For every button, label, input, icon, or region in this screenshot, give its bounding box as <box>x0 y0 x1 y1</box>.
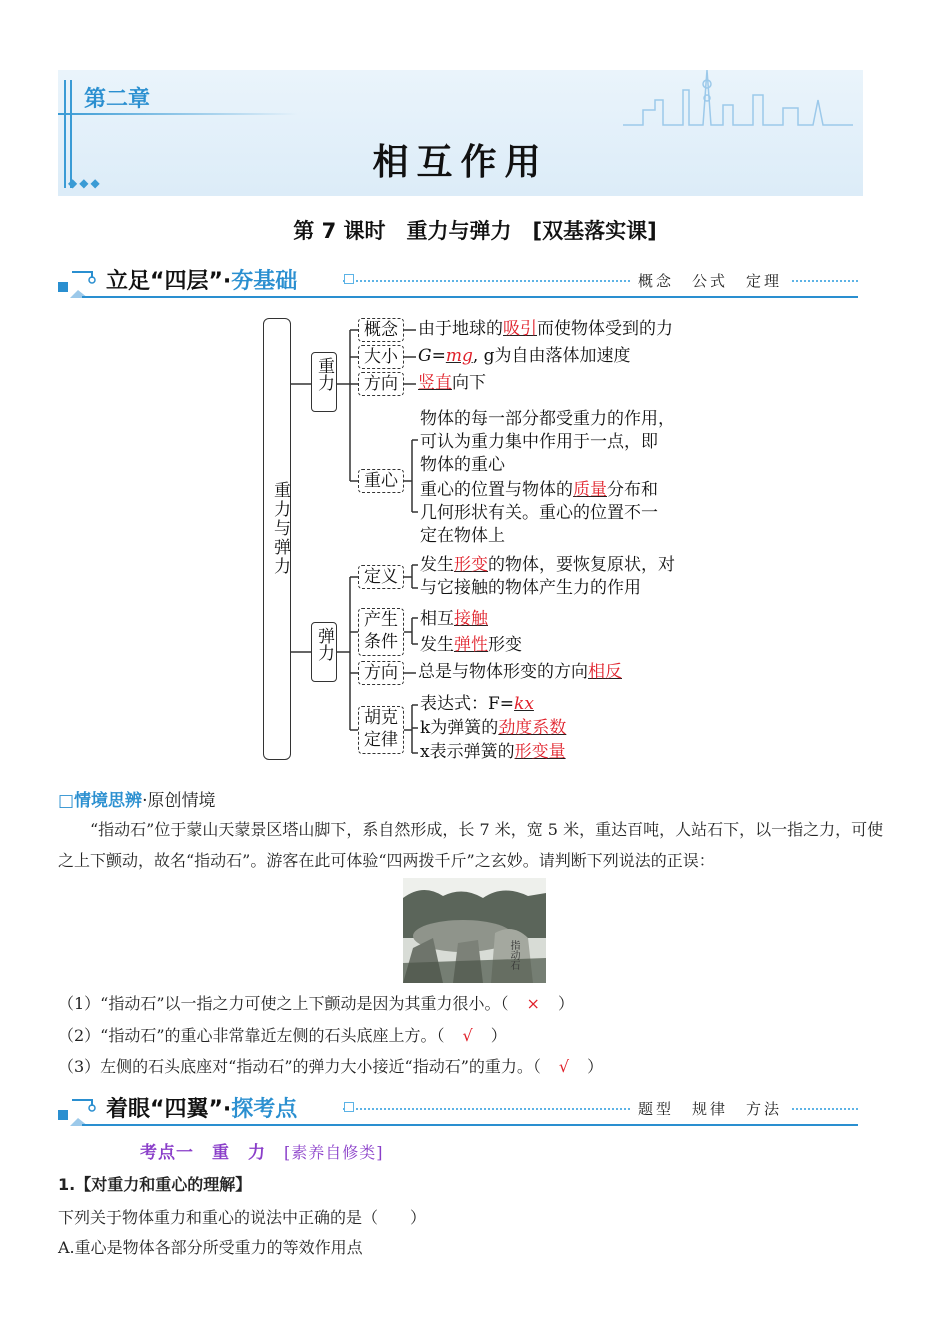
mindmap-root <box>263 318 291 760</box>
answer-mark: √ <box>558 1057 570 1076</box>
highlight-keyword: 相反 <box>588 662 622 682</box>
text-line <box>420 692 566 716</box>
scenario-heading-tail: ·原创情境 <box>142 791 216 811</box>
highlight-keyword: 接触 <box>454 609 488 629</box>
text-line: 物体的重心 <box>420 455 505 475</box>
section-title-main: 着眼“四翼”· <box>106 1097 232 1122</box>
scenario-heading <box>58 786 215 811</box>
judgement-1 <box>58 991 574 1014</box>
section-title-highlight: 夯基础 <box>231 269 298 294</box>
gravity-concept-text <box>418 318 673 341</box>
section-tags: 题型 规律 方法 <box>630 1098 790 1119</box>
chapter-label: 第二章 <box>84 87 151 112</box>
lesson-title: 第 7 课时 重力与弹力 [双基落实课] <box>293 219 657 243</box>
scenario-heading-main: □情境思辨 <box>58 791 143 811</box>
elastic-condition-box <box>358 608 404 656</box>
section-icon <box>58 1096 98 1126</box>
text-line: 条件 <box>364 632 398 652</box>
text-line: 定在物体上 <box>420 526 505 546</box>
gravity-concept-box: 概念 <box>358 318 404 342</box>
highlight-keyword: 吸引 <box>503 319 537 339</box>
question-close: ） <box>490 1026 507 1045</box>
text-segment: 的物体，要恢复原状，对 <box>488 555 675 575</box>
elastic-direction-box: 方向 <box>358 661 404 685</box>
section-header-exam-points <box>58 1090 858 1126</box>
gravity-direction-text <box>418 372 486 395</box>
text-segment: 发生 <box>420 635 454 655</box>
question-close: ） <box>557 994 574 1013</box>
gravity-center-text-1 <box>420 408 675 477</box>
text-line <box>420 716 566 740</box>
text-segment: 分布和 <box>607 480 658 500</box>
text-segment: 由于地球的 <box>418 319 503 339</box>
text-line <box>420 479 658 502</box>
text-line <box>420 632 522 658</box>
highlight-keyword: 劲度系数 <box>498 718 567 738</box>
text-line: 物体的每一部分都受重力的作用， <box>420 409 675 429</box>
answer-mark: √ <box>462 1026 473 1045</box>
text-segment: x表示弹簧的 <box>420 742 515 762</box>
text-segment: k为弹簧的 <box>420 718 499 738</box>
gravity-center-text-2 <box>420 479 658 548</box>
text-line <box>420 606 522 632</box>
gravity-size-box: 大小 <box>358 345 404 369</box>
question-text: （1）“指动石”以一指之力可使之上下颤动是因为其重力很小。（ <box>58 994 509 1013</box>
judgement-3 <box>58 1054 603 1077</box>
question-1-heading: 1.【对重力和重心的理解】 <box>58 1175 252 1194</box>
question-1-option-a: A.重心是物体各部分所受重力的等效作用点 <box>58 1238 363 1257</box>
gravity-node <box>311 352 337 412</box>
text-segment: 总是与物体形变的方向 <box>418 662 588 682</box>
text-segment: 重心的位置与物体的 <box>420 480 573 500</box>
hooke-law-box <box>358 706 404 754</box>
section-title-highlight: 探考点 <box>231 1097 298 1122</box>
text-segment: G= <box>418 346 446 366</box>
text-segment: , g为自由落体加速度 <box>472 346 631 366</box>
section-title-main: 立足“四层”· <box>106 269 232 294</box>
hooke-law-text <box>420 692 566 764</box>
highlight-keyword: 形变 <box>454 555 488 575</box>
text-segment: 形变 <box>488 635 522 655</box>
elastic-definition-box: 定义 <box>358 565 404 589</box>
elastic-condition-text <box>420 606 522 658</box>
elastic-node <box>311 622 337 682</box>
highlight-keyword: 形变量 <box>514 742 566 762</box>
highlight-keyword: 竖直 <box>418 373 452 393</box>
text-line: 定律 <box>364 730 398 750</box>
text-line: 胡克 <box>364 708 398 728</box>
question-text: （2）“指动石”的重心非常靠近左侧的石头底座上方。（ <box>58 1026 445 1045</box>
chapter-title: 相互作用 <box>372 142 549 183</box>
text-segment: 发生 <box>420 555 454 575</box>
text-line: 产生 <box>364 610 398 630</box>
answer-mark: × <box>526 994 540 1013</box>
question-1-stem: 下列关于物体重力和重心的说法中正确的是（ ） <box>58 1208 427 1227</box>
highlight-keyword: mg <box>445 346 473 366</box>
elastic-definition-text <box>420 554 675 600</box>
highlight-keyword: 弹性 <box>454 635 488 655</box>
section-tags: 概念 公式 定理 <box>630 270 790 291</box>
exam-point-name: 考点一 重 力 <box>140 1143 266 1163</box>
highlight-keyword: kx <box>514 694 534 714</box>
text-line: 可认为重力集中作用于一点，即 <box>420 432 658 452</box>
text-segment: 表达式：F= <box>420 694 515 714</box>
question-close: ） <box>587 1057 604 1076</box>
gravity-size-text <box>418 345 631 368</box>
question-text: （3）左侧的石头底座对“指动石”的弹力大小接近“指动石”的重力。（ <box>58 1057 541 1076</box>
text-segment: 向下 <box>452 373 486 393</box>
rock-photo-illustration <box>403 878 546 983</box>
text-line <box>420 554 675 577</box>
gravity-direction-box: 方向 <box>358 372 404 396</box>
mindmap-root-label: 重力与弹力 <box>270 481 290 576</box>
highlight-keyword: 质量 <box>573 480 607 500</box>
rule-end-marker <box>344 1102 354 1112</box>
elastic-direction-text <box>418 661 622 684</box>
text-segment: 相互 <box>420 609 454 629</box>
text-line: 几何形状有关。重心的位置不一 <box>420 503 658 523</box>
exam-point-title <box>140 1138 384 1163</box>
photo-caption: 指动石 <box>508 940 519 970</box>
elastic-node-label: 弹力 <box>314 627 335 661</box>
gravity-node-label: 重力 <box>314 357 335 391</box>
section-title <box>106 1092 297 1123</box>
exam-point-tag: [素养自修类] <box>284 1143 384 1162</box>
scenario-paragraph: “指动石”位于蒙山天蒙景区塔山脚下，系自然形成，长 7 米，宽 5 米，重达百吨，人站石下，以一指之力，可使之上下颤动，故名“指动石”。游客在此可体验“四两拨千斤”之玄妙。请判断下列说法的正误： <box>58 820 884 870</box>
section-underline <box>82 1124 858 1126</box>
diamond-bullets-icon: ◆◆◆ <box>68 176 102 190</box>
text-line <box>420 740 566 764</box>
gravity-center-box: 重心 <box>358 469 404 493</box>
judgement-2 <box>58 1023 507 1046</box>
text-segment: 而使物体受到的力 <box>537 319 673 339</box>
text-line: 与它接触的物体产生力的作用 <box>420 578 641 598</box>
finger-rock-photo <box>403 878 546 983</box>
